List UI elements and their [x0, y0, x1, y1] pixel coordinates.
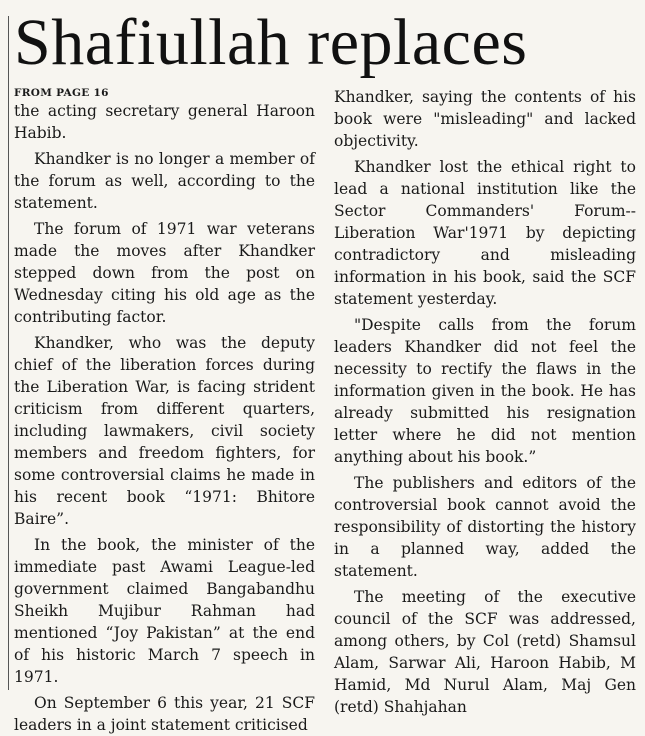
- paragraph: The publishers and editors of the controversial book cannot avoid the responsibility of distorting the history in a planned way, added the statement.: [334, 474, 636, 580]
- paragraph: "Despite calls from the forum leaders Khandker did not feel the necessity to rectify the flaws in the information given in the book. He has already submitted his resignation letter where he did not mention anything about his book.”: [334, 316, 636, 466]
- continuation-kicker: FROM PAGE 16: [14, 87, 109, 99]
- paragraph: the acting secretary general Haroon Habib.: [14, 102, 315, 142]
- right-column: [334, 86, 636, 718]
- paragraph: Khandker, saying the contents of his book were "misleading" and lacked objectivity.: [334, 88, 636, 150]
- paragraph: Khandker lost the ethical right to lead a national institution like the Sector Commanders' Forum--Liberation War'1971 by depicting contradictory and misleading information in his book, said the SCF statement yesterday.: [334, 158, 636, 308]
- column-rule: [8, 16, 9, 690]
- paragraph: Khandker is no longer a member of the forum as well, according to the statement.: [14, 150, 315, 212]
- paragraph: Khandker, who was the deputy chief of the liberation forces during the Liberation War, is facing strident criticism from different quarters, including lawmakers, civil society members and freedom fighters, for some controversial claims he made in his recent book “1971: Bhitore Baire”.: [14, 334, 315, 528]
- headline: Shafiullah replaces: [14, 6, 528, 79]
- paragraph: The meeting of the executive council of the SCF was addressed, among others, by Col (retd) Shamsul Alam, Sarwar Ali, Haroon Habib, M Hamid, Md Nurul Alam, Maj Gen (retd) Shahjahan: [334, 588, 636, 716]
- paragraph: In the book, the minister of the immediate past Awami League-led government claimed Bangabandhu Sheikh Mujibur Rahman had mentioned “Joy Pakistan” at the end of his historic March 7 speech in 1971.: [14, 536, 315, 686]
- paragraph: The forum of 1971 war veterans made the moves after Khandker stepped down from the post on Wednesday citing his old age as the contributing factor.: [14, 220, 315, 326]
- paragraph: On September 6 this year, 21 SCF leaders in a joint statement criticised: [14, 694, 315, 734]
- left-column: [14, 86, 315, 736]
